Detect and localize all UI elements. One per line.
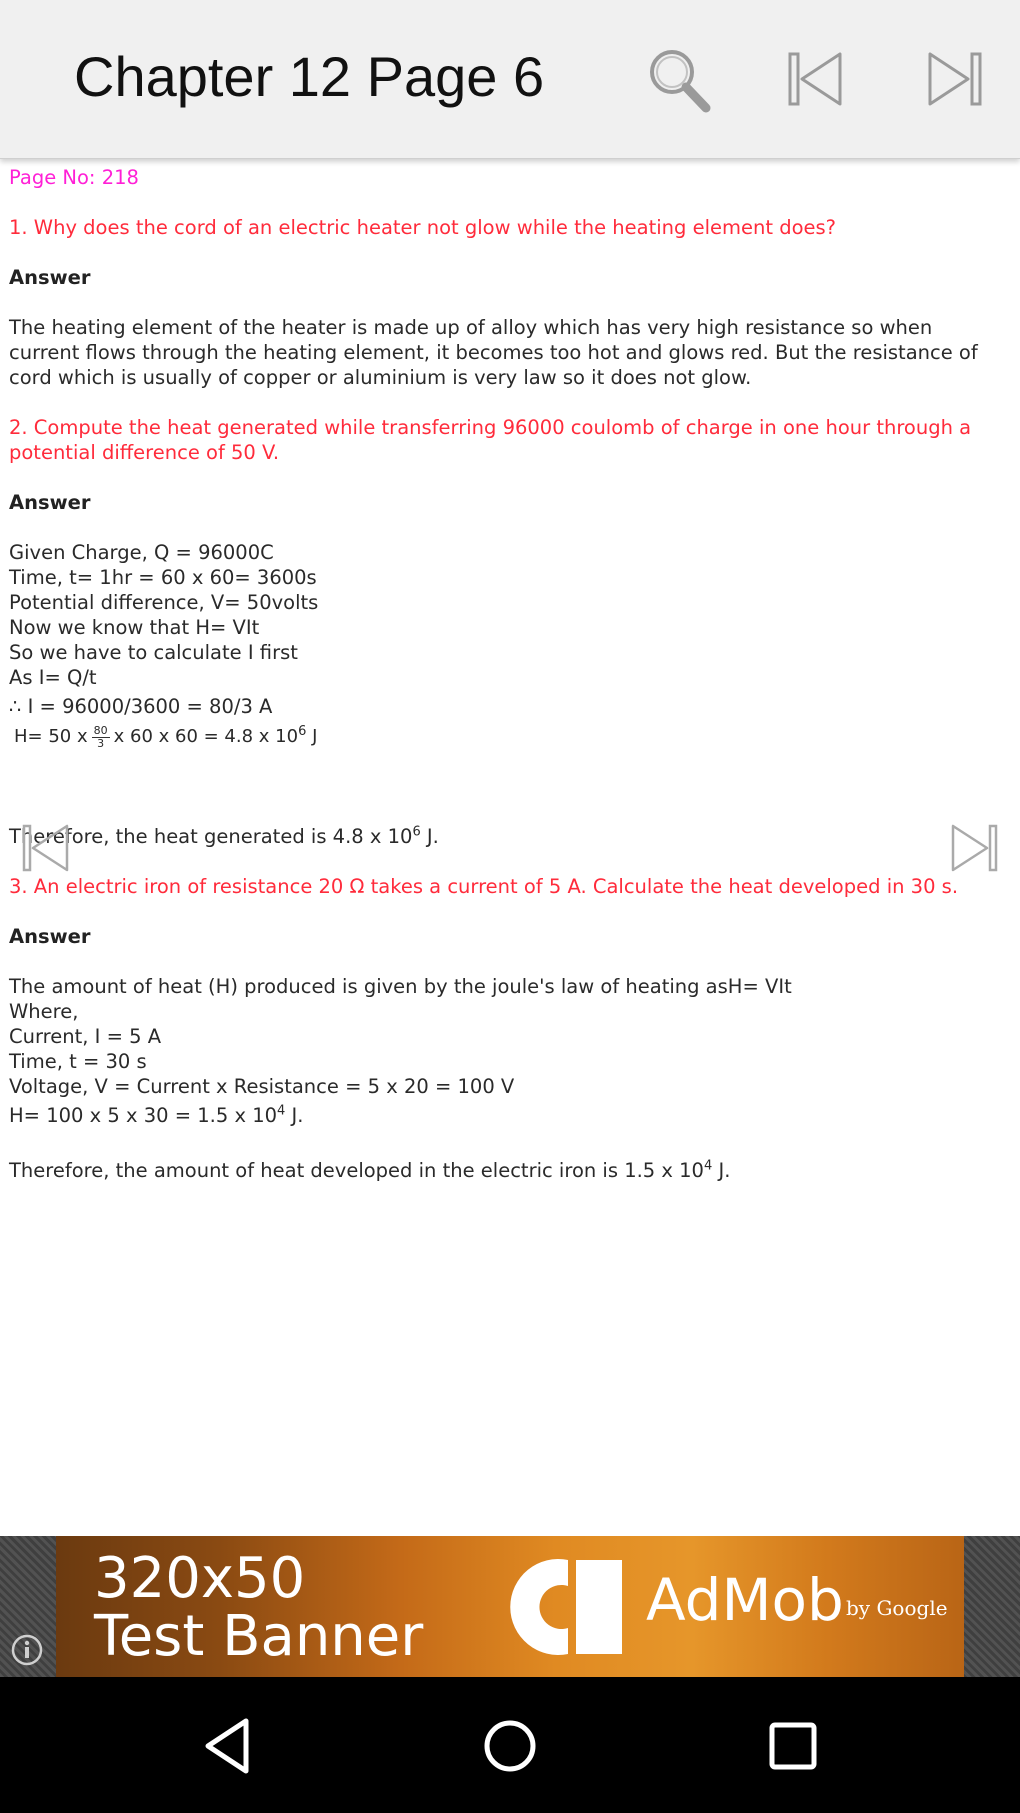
search-icon[interactable] bbox=[642, 44, 714, 116]
answer-label-2: Answer bbox=[9, 491, 91, 514]
answer-label-1: Answer bbox=[9, 266, 91, 289]
answer-3-line: Time, t = 30 s bbox=[9, 1050, 147, 1073]
answer-2-line: As I= Q/t bbox=[9, 666, 97, 689]
app-bar bbox=[0, 0, 1020, 159]
answer-2-conclusion bbox=[9, 824, 1004, 849]
exponent: 4 bbox=[277, 1103, 286, 1119]
fraction-denominator: 3 bbox=[97, 736, 105, 750]
equation-part: H= 100 x 5 x 30 = 1.5 x 10 bbox=[9, 1104, 278, 1127]
answer-3-line: The amount of heat (H) produced is given by the joule's law of heating asH= VIt bbox=[9, 975, 792, 998]
skip-next-icon[interactable] bbox=[918, 44, 990, 116]
answer-1: The heating element of the heater is made up of alloy which has very high resistance so when current flows through the heating element, it becomes too hot and glows red. But the resistance of cord which is usually of copper or aluminium is very law so it does not glow. bbox=[9, 316, 978, 389]
answer-2-line: ∴ I = 96000/3600 = 80/3 A bbox=[9, 695, 273, 718]
question-2 bbox=[9, 415, 1004, 465]
ad-title-text: Test Banner bbox=[94, 1604, 424, 1669]
ad-by-text: by Google bbox=[846, 1596, 948, 1620]
question-3: 3. An electric iron of resistance 20 Ω takes a current of 5 A. Calculate the heat developed in 30 s. bbox=[9, 875, 959, 898]
equation-heat bbox=[14, 724, 317, 750]
fraction bbox=[92, 725, 110, 750]
answer-3-line: Where, bbox=[9, 1000, 79, 1023]
answer-2-line: Given Charge, Q = 96000C bbox=[9, 541, 274, 564]
question-2-line: 2. Compute the heat generated while transferring 96000 coulomb of charge in one hour through a bbox=[9, 416, 972, 439]
question-2-line: potential difference of 50 V. bbox=[9, 441, 280, 464]
page-number: Page No: 218 bbox=[9, 166, 139, 189]
answer-2-line: Time, t= 1hr = 60 x 60= 3600s bbox=[9, 566, 317, 589]
admob-logo-icon bbox=[510, 1550, 630, 1664]
ad-creative[interactable] bbox=[56, 1536, 964, 1677]
answer-3-equation bbox=[9, 1103, 1004, 1128]
conclusion-text: Therefore, the amount of heat developed in the electric iron is 1.5 x 10 bbox=[9, 1159, 704, 1182]
conclusion-unit: J. bbox=[420, 825, 439, 848]
skip-previous-icon[interactable] bbox=[780, 44, 852, 116]
equation-part: x 60 x 60 = 4.8 x 10 bbox=[113, 726, 299, 747]
exponent: 4 bbox=[703, 1158, 713, 1174]
answer-3-conclusion bbox=[9, 1158, 1004, 1183]
answer-2-line: Now we know that H= VIt bbox=[9, 616, 260, 639]
equation-part: H= 50 x bbox=[14, 726, 88, 747]
home-icon[interactable] bbox=[477, 1713, 543, 1779]
system-navigation-bar bbox=[0, 1677, 1020, 1813]
answer-2-line: Potential difference, V= 50volts bbox=[9, 591, 319, 614]
page-title: Chapter 12 Page 6 bbox=[74, 45, 545, 108]
equation-unit: J bbox=[306, 726, 318, 747]
ad-brand-text: AdMob bbox=[646, 1566, 844, 1634]
exponent: 6 bbox=[412, 824, 421, 840]
content-area bbox=[0, 158, 1020, 1536]
exponent: 6 bbox=[298, 724, 307, 739]
answer-2 bbox=[9, 540, 1004, 719]
equation-unit: J. bbox=[285, 1104, 304, 1127]
conclusion-unit: J. bbox=[712, 1159, 731, 1182]
back-icon[interactable] bbox=[196, 1713, 262, 1779]
answer-3-line: Current, I = 5 A bbox=[9, 1025, 162, 1048]
ad-banner[interactable] bbox=[0, 1536, 1020, 1677]
answer-3-line: Voltage, V = Current x Resistance = 5 x 20 = 100 V bbox=[9, 1075, 515, 1098]
answer-2-line: So we have to calculate I first bbox=[9, 641, 298, 664]
fraction-numerator: 80 bbox=[93, 723, 108, 737]
answer-label-3: Answer bbox=[9, 925, 91, 948]
recents-icon[interactable] bbox=[760, 1713, 826, 1779]
ad-size-text: 320x50 bbox=[94, 1546, 306, 1611]
conclusion-text: Therefore, the heat generated is 4.8 x 10 bbox=[9, 825, 413, 848]
answer-3 bbox=[9, 974, 1004, 1128]
question-1: 1. Why does the cord of an electric heater not glow while the heating element does? bbox=[9, 216, 837, 239]
ad-info-icon[interactable] bbox=[10, 1633, 44, 1667]
overlay-previous-icon[interactable] bbox=[20, 822, 72, 874]
overlay-next-icon[interactable] bbox=[948, 822, 1000, 874]
